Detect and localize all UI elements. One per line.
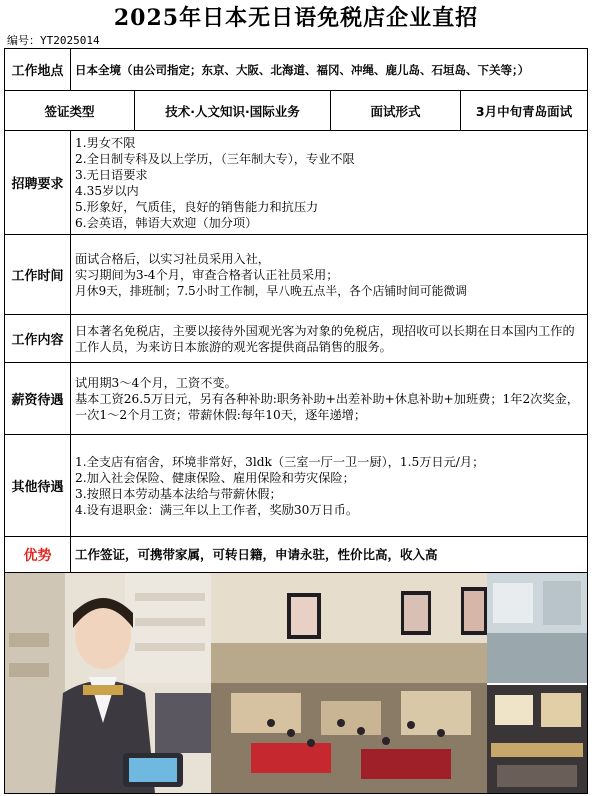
row-salary <box>5 363 587 435</box>
work-time-label: 工作时间 <box>5 235 71 314</box>
row-advantages <box>5 537 587 573</box>
benefit-item: 2.加入社会保险、健康保险、雇用保险和劳灾保险； <box>75 470 355 485</box>
row-requirements <box>5 131 587 235</box>
requirement-item: 6.会英语，韩语大欢迎（加分项） <box>75 215 258 230</box>
salary-line: 基本工资26.5万日元，另有各种补助:职务补助+出差补助+休息补助+加班费；1年2次奖金，一次1～2个月工资；带薪休假:每年10天，逐年递增； <box>75 391 579 422</box>
requirements-list <box>71 131 587 234</box>
requirement-item: 2.全日制专科及以上学历，（三年制大专），专业不限 <box>75 151 355 166</box>
work-time-line: 月休9天，排班制；7.5小时工作制，早八晚五点半，各个店铺时间可能微调 <box>75 283 467 298</box>
row-visa <box>5 91 587 131</box>
location-label: 工作地点 <box>5 49 71 90</box>
row-content <box>5 315 587 363</box>
photo-store-interior <box>211 573 487 793</box>
requirement-item: 1.男女不限 <box>75 135 136 150</box>
salary-text <box>71 363 587 434</box>
requirements-label: 招聘要求 <box>5 131 71 234</box>
interview-label: 面试形式 <box>331 91 461 130</box>
benefit-item: 1.全支店有宿舍，环境非常好，3ldk（三室一厅一卫一厨），1.5万日元/月； <box>75 454 485 469</box>
benefit-item: 4.设有退职金：满三年以上工作者，奖励30万日币。 <box>75 502 359 517</box>
content-paragraph: 日本著名免税店，主要以接待外国观光客为对象的免税店，现招收可以长期在日本国内工作的工作人员，为来访日本旅游的观光客提供商品销售的服务。 <box>75 323 575 354</box>
work-time-line: 实习期间为3-4个月，审查合格者认正社员采用； <box>75 267 339 282</box>
serial-number: 编号：YT2025014 <box>7 34 100 47</box>
requirement-item: 5.形象好，气质佳，良好的销售能力和抗压力 <box>75 199 319 214</box>
row-location <box>5 49 587 91</box>
job-table <box>4 48 588 794</box>
benefits-list <box>71 435 587 536</box>
benefit-item: 3.按照日本劳动基本法给与带薪休假； <box>75 486 282 501</box>
photo-strip <box>5 573 587 793</box>
visa-label: 签证类型 <box>5 91 135 130</box>
salary-label: 薪资待遇 <box>5 363 71 434</box>
location-text: 日本全境（由公司指定；东京、大阪、北海道、福冈、冲绳、鹿儿岛、石垣岛、下关等；） <box>75 62 530 77</box>
visa-type: 技术·人文知识·国际业务 <box>135 91 331 130</box>
advantages-value: 工作签证，可携带家属，可转日籍，申请永驻，性价比高，收入高 <box>75 546 438 562</box>
salary-line: 试用期3～4个月，工资不变。 <box>75 375 237 390</box>
advantages-label: 优势 <box>5 537 71 572</box>
content-label: 工作内容 <box>5 315 71 362</box>
row-work-time <box>5 235 587 315</box>
requirement-item: 4.35岁以内 <box>75 183 139 198</box>
page-title: 2025年日本无日语免税店企业直招 <box>113 5 479 31</box>
photo-shop-counters <box>487 573 587 793</box>
requirement-item: 3.无日语要求 <box>75 167 148 182</box>
interview-value: 3月中旬青岛面试 <box>475 103 573 119</box>
photo-sales-clerk <box>5 573 211 793</box>
benefits-label: 其他待遇 <box>5 435 71 536</box>
work-time-line: 面试合格后，以实习社员采用入社， <box>75 251 270 266</box>
content-text <box>71 315 587 362</box>
work-time-text <box>71 235 587 314</box>
location-value <box>71 49 587 90</box>
row-benefits <box>5 435 587 537</box>
advantages-text <box>71 537 587 572</box>
